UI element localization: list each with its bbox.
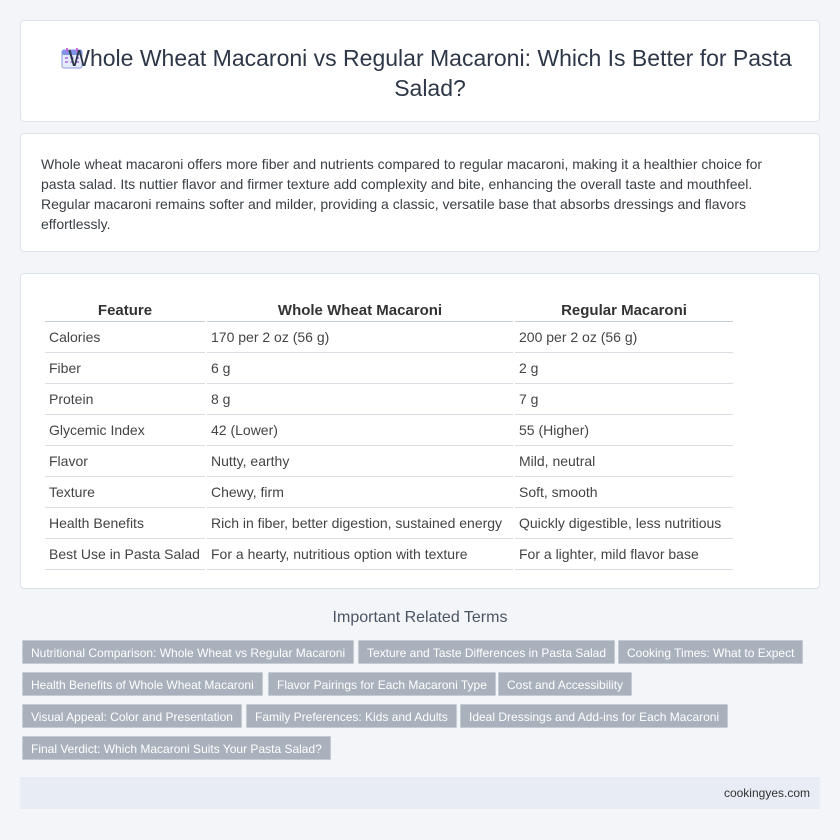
table-row — [45, 508, 733, 539]
cell-feature: Health Benefits — [45, 508, 205, 539]
cell-whole-wheat: Rich in fiber, better digestion, sustained energy — [207, 508, 513, 539]
cell-whole-wheat: Chewy, firm — [207, 477, 513, 508]
related-term-tag[interactable]: Nutritional Comparison: Whole Wheat vs Regular Macaroni — [22, 640, 354, 664]
table-row — [45, 415, 733, 446]
cell-regular: 55 (Higher) — [515, 415, 733, 446]
cell-feature: Calories — [45, 322, 205, 353]
related-term-tag[interactable]: Cooking Times: What to Expect — [618, 640, 803, 664]
cell-regular: 7 g — [515, 384, 733, 415]
header-regular: Regular Macaroni — [515, 296, 733, 322]
comparison-card — [20, 273, 820, 589]
page-title: Whole Wheat Macaroni vs Regular Macaroni: Which Is Better for Pasta Salad? — [68, 45, 792, 101]
cell-whole-wheat: Nutty, earthy — [207, 446, 513, 477]
table-header-row — [45, 296, 733, 322]
cell-regular: 200 per 2 oz (56 g) — [515, 322, 733, 353]
cell-feature: Glycemic Index — [45, 415, 205, 446]
cell-whole-wheat: For a hearty, nutritious option with texture — [207, 539, 513, 570]
cell-regular: Mild, neutral — [515, 446, 733, 477]
cell-feature: Protein — [45, 384, 205, 415]
related-terms-title: Important Related Terms — [332, 609, 508, 626]
cell-whole-wheat: 42 (Lower) — [207, 415, 513, 446]
header-feature: Feature — [45, 296, 205, 322]
cell-regular: Soft, smooth — [515, 477, 733, 508]
cell-regular: Quickly digestible, less nutritious — [515, 508, 733, 539]
table-row — [45, 322, 733, 353]
table-row — [45, 446, 733, 477]
cell-regular: 2 g — [515, 353, 733, 384]
table-row — [45, 384, 733, 415]
related-term-tag[interactable]: Flavor Pairings for Each Macaroni Type — [268, 672, 496, 696]
footer — [20, 777, 820, 809]
related-term-tag[interactable]: Cost and Accessibility — [498, 672, 632, 696]
title-card — [20, 20, 820, 122]
related-term-tag[interactable]: Family Preferences: Kids and Adults — [246, 704, 457, 728]
cell-feature: Best Use in Pasta Salad — [45, 539, 205, 570]
table-row — [45, 477, 733, 508]
cell-regular: For a lighter, mild flavor base — [515, 539, 733, 570]
cell-feature: Texture — [45, 477, 205, 508]
intro-card — [20, 133, 820, 252]
related-term-tag[interactable]: Final Verdict: Which Macaroni Suits Your Pasta Salad? — [22, 736, 331, 760]
cell-whole-wheat: 8 g — [207, 384, 513, 415]
table-row — [45, 353, 733, 384]
cell-whole-wheat: 170 per 2 oz (56 g) — [207, 322, 513, 353]
related-term-tag[interactable]: Health Benefits of Whole Wheat Macaroni — [22, 672, 263, 696]
intro-paragraph: Whole wheat macaroni offers more fiber and nutrients compared to regular macaroni, making it a healthier choice for pasta salad. Its nuttier flavor and firmer texture add complexity and bite, enhancing the overall taste and mouthfeel. Regular macaroni remains softer and milder, providing a classic, versatile base that absorbs dressings and flavors effortlessly. — [41, 156, 763, 232]
table-row — [45, 539, 733, 570]
comparison-table — [43, 296, 735, 570]
related-term-tag[interactable]: Ideal Dressings and Add-ins for Each Macaroni — [460, 704, 728, 728]
cell-whole-wheat: 6 g — [207, 353, 513, 384]
cell-feature: Flavor — [45, 446, 205, 477]
footer-site-link[interactable]: cookingyes.com — [723, 786, 810, 800]
header-whole-wheat: Whole Wheat Macaroni — [207, 296, 513, 322]
related-term-tag[interactable]: Texture and Taste Differences in Pasta Salad — [358, 640, 615, 664]
related-term-tag[interactable]: Visual Appeal: Color and Presentation — [22, 704, 242, 728]
cell-feature: Fiber — [45, 353, 205, 384]
